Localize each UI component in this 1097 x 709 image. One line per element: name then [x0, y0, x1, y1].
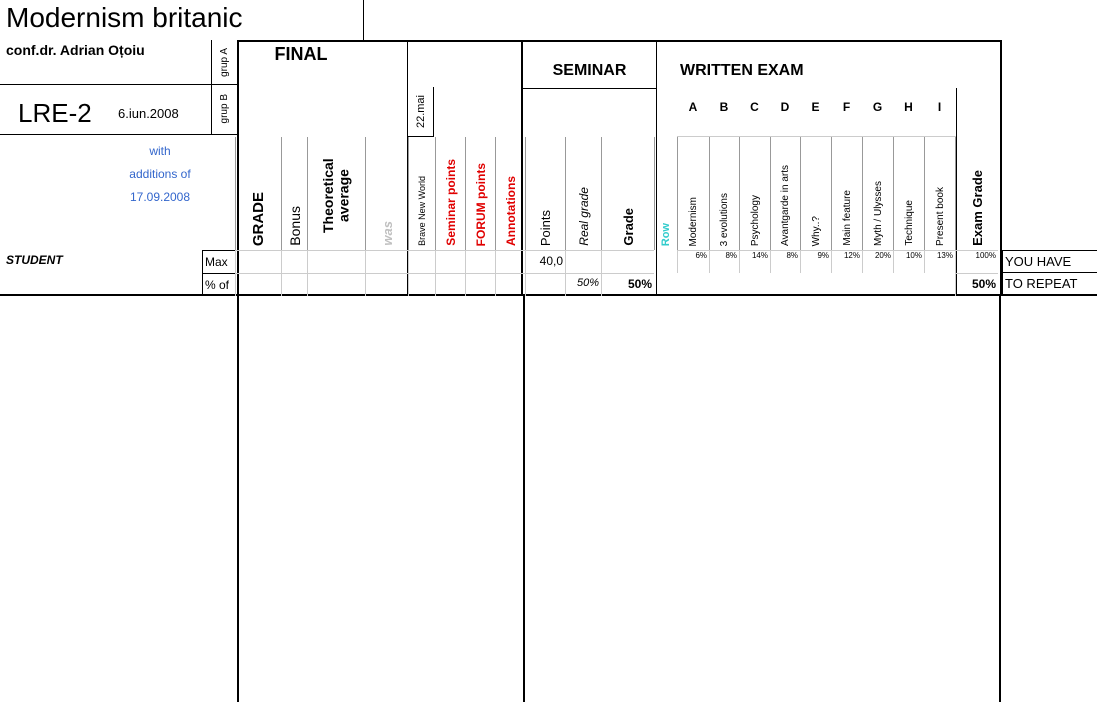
max-row-cell	[408, 250, 435, 273]
header-block	[0, 40, 1097, 296]
border-line	[999, 296, 1001, 702]
pct-row-cell	[235, 273, 281, 296]
exam-item-pct: 20%	[862, 250, 893, 273]
exam-item-letter: A	[688, 100, 698, 114]
real-pct: 50%	[565, 273, 601, 296]
header-was	[365, 137, 408, 250]
header-annotations	[495, 137, 525, 250]
header-exam-grade-label: Exam Grade	[969, 170, 985, 246]
exam-item-pct: 8%	[770, 250, 800, 273]
exam-pct: 50%	[955, 273, 998, 296]
exam-item-header	[677, 137, 709, 250]
repeat-header-1: YOU HAVE	[1002, 250, 1097, 273]
exam-item-header	[739, 137, 770, 250]
exam-item-letter: D	[780, 100, 790, 114]
pct-row-cell	[525, 273, 565, 296]
max-row-cell	[307, 250, 365, 273]
teacher-name: conf.dr. Adrian Oțoiu	[6, 42, 145, 58]
pct-row-cell	[435, 273, 465, 296]
header-theoretical-label: Theoretical average	[320, 158, 352, 234]
exam-item-letter: H	[904, 100, 913, 114]
header-forum-points-label: FORUM points	[473, 162, 488, 246]
header-was-label: was	[379, 221, 395, 246]
header-real-grade-label: Real grade	[576, 187, 591, 246]
sem-pct: 50%	[601, 273, 654, 296]
exam-item-header	[800, 137, 831, 250]
exam-max: 100%	[955, 250, 998, 273]
date-22-mai: 22.mai	[414, 94, 427, 129]
max-row-cell	[365, 250, 408, 273]
pct-row-cell	[307, 273, 365, 296]
pct-row-cell	[408, 273, 435, 296]
exam-item-header	[770, 137, 800, 250]
header-annotations-label: Annotations	[503, 176, 518, 246]
pct-row-cell	[495, 273, 525, 296]
exam-item-pct: 10%	[893, 250, 924, 273]
header-bonus-label: Bonus	[286, 206, 303, 246]
header-forum-points	[465, 137, 495, 250]
header-row-label: Row	[660, 222, 672, 246]
header-theoretical	[307, 137, 365, 250]
exam-item-name: 3 evolutions	[719, 192, 730, 246]
header-grade	[235, 137, 281, 250]
header-exam-grade	[955, 137, 998, 250]
header-seminar-points	[435, 137, 465, 250]
exam-item-name: Main feature	[841, 190, 853, 246]
exam-item-letter: I	[937, 100, 942, 114]
max-row-cell	[495, 250, 525, 273]
border-line	[523, 296, 525, 702]
exam-item-pct: 8%	[709, 250, 739, 273]
exam-item-pct: 14%	[739, 250, 770, 273]
border-line	[237, 296, 239, 702]
exam-item-name: Psychology	[749, 194, 761, 246]
written-exam-title: WRITTEN EXAM	[680, 62, 804, 79]
max-points: 40,0	[525, 250, 565, 273]
header-real-grade	[565, 137, 601, 250]
seminar-section-title: SEMINAR	[552, 62, 627, 79]
exam-item-name: Modernism	[688, 196, 699, 246]
exam-item-header	[709, 137, 739, 250]
repeat-header-2: TO REPEAT	[1002, 273, 1097, 296]
exam-item-letter: C	[750, 100, 759, 114]
group-a-label: grup A	[219, 47, 230, 77]
pct-row-cell	[465, 273, 495, 296]
header-points	[525, 137, 565, 250]
max-row-cell	[435, 250, 465, 273]
exam-item-name: Avantgarde in arts	[780, 165, 791, 246]
exam-item-name: Myth / Ulysses	[872, 180, 884, 246]
student-label: STUDENT	[6, 253, 63, 267]
max-row-cell	[281, 250, 307, 273]
date-label: 6.iun.2008	[118, 106, 179, 121]
max-label: Max	[202, 250, 237, 273]
header-grade-label: GRADE	[250, 191, 267, 246]
max-row-cell	[465, 250, 495, 273]
exam-item-header	[924, 137, 955, 250]
header-bonus	[281, 137, 307, 250]
final-section-title: FINAL	[274, 44, 328, 64]
header-row	[654, 137, 677, 250]
additions-note: with additions of 17.09.2008	[129, 144, 191, 204]
header-points-label: Points	[538, 209, 553, 246]
exam-item-letter: G	[872, 100, 883, 114]
exam-item-name: Technique	[903, 200, 915, 246]
exam-item-pct: 12%	[831, 250, 862, 273]
pct-label: % of	[202, 273, 237, 296]
max-row-cell	[235, 250, 281, 273]
exam-item-letter: E	[811, 100, 820, 114]
header-brave-label: Brave New World	[417, 176, 427, 246]
exam-item-name: Why..?	[810, 215, 822, 246]
header-sem-grade-label: Grade	[620, 208, 636, 246]
pct-row-cell	[365, 273, 408, 296]
max-row-cell	[601, 250, 654, 273]
exam-item-letter: F	[842, 100, 851, 114]
header-sem-grade	[601, 137, 654, 250]
exam-item-pct: 13%	[924, 250, 955, 273]
group-code: LRE-2	[18, 98, 92, 128]
exam-item-pct: 6%	[677, 250, 709, 273]
group-b-label: grup B	[219, 94, 230, 124]
page-title: Modernism britanic	[6, 2, 243, 33]
pct-row-cell	[281, 273, 307, 296]
exam-item-name: Present book	[934, 187, 946, 246]
exam-item-header	[831, 137, 862, 250]
exam-item-letter: B	[719, 100, 729, 114]
exam-item-header	[862, 137, 893, 250]
exam-item-pct: 9%	[800, 250, 831, 273]
exam-item-header	[893, 137, 924, 250]
max-row-cell	[565, 250, 601, 273]
header-seminar-points-label: Seminar points	[443, 159, 458, 246]
header-brave	[408, 137, 435, 250]
